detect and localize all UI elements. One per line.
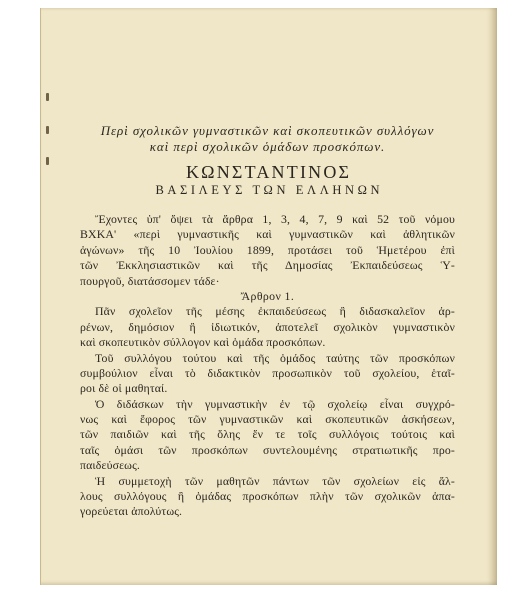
article-line: Τοῦ συλλόγου τούτου καὶ τῆς ὁμάδος ταύτης τῶν προσκόπων — [95, 350, 455, 365]
page-fold-line — [40, 8, 41, 585]
article-line: ροι δὲ οἱ μαθηταί. — [80, 381, 168, 396]
article-line: συμβούλιον εἶναι τὸ διδακτικὸν προσωπικὸν τοῦ σχολείου, ἑταῖ- — [80, 365, 455, 380]
decree-body — [80, 212, 455, 520]
binding-stitch — [46, 93, 49, 101]
article-line: λους συλλόγους ἢ ὁμάδας προσκόπων πλὴν τῶν σχολικῶν ἀπα- — [80, 489, 455, 504]
article-line: ρένων, δημόσιον ἢ ἰδιωτικόν, ἀποτελεῖ σχολικὸν γυμναστικὸν — [80, 319, 455, 334]
king-name: ΚΩΝΣΤΑΝΤΙΝΟΣ — [185, 162, 352, 182]
preamble-line: τῶν Ἐκκλησιαστικῶν καὶ τῆς Δημοσίας Ἐκπαιδεύσεως Ὑ- — [80, 258, 455, 273]
preamble-line: ΒΧΚΑ' «περὶ γυμναστικῆς καὶ γυμναστικῶν καὶ ἀθλητικῶν — [80, 227, 455, 242]
article-line: Πᾶν σχολεῖον τῆς μέσης ἐκπαιδεύσεως ἢ διδασκαλεῖον ἀρ- — [95, 304, 455, 319]
article-line: ταῖς ὁμάσι τῶν προσκόπων συντελουμένης στρατιωτικῆς προ- — [80, 442, 455, 457]
preamble-line: πουργοῦ, διατάσσομεν τάδε· — [80, 273, 220, 288]
subject-heading-line-2: καὶ περὶ σχολικῶν ὁμάδων προσκόπων. — [149, 139, 386, 154]
article-heading: Ἄρθρον 1. — [240, 288, 295, 303]
subject-heading-line-1: Περὶ σχολικῶν γυμναστικῶν καὶ σκοπευτικῶν συλλόγων — [100, 123, 435, 138]
preamble-line: ἀγώνων» τῆς 10 Ἰουλίου 1899, προτάσει τοῦ Ἡμετέρου ἐπὶ — [80, 242, 455, 257]
article-line: τῶν παιδιῶν καὶ τῆς ὅλης ἔν τε τοῖς συλλόγοις τούτοις καὶ — [80, 427, 455, 442]
article-line: Ἡ συμμετοχὴ τῶν μαθητῶν πάντων τῶν σχολείων εἰς ἄλ- — [95, 473, 455, 488]
article-line: Ὁ διδάσκων τὴν γυμναστικὴν ἐν τῷ σχολείῳ εἶναι συγχρό- — [95, 396, 455, 411]
document-subject-heading — [80, 123, 455, 155]
binding-stitch — [46, 157, 49, 165]
article-line: παιδεύσεως. — [80, 458, 141, 473]
article-line: καὶ σκοπευτικὸν σύλλογον καὶ ὁμάδα προσκόπων. — [80, 335, 326, 350]
king-title: ΒΑΣΙΛΕΥΣ ΤΩΝ ΕΛΛΗΝΩΝ — [155, 183, 384, 197]
article-line: γορεύεται ἀπολύτως. — [80, 504, 183, 519]
binding-stitch — [46, 126, 49, 134]
preamble-line: Ἔχοντες ὑπ' ὄψει τὰ ἄρθρα 1, 3, 4, 7, 9 καὶ 52 τοῦ νόμου — [95, 212, 455, 226]
article-line: νως καὶ ἔφορος τῶν γυμναστικῶν καὶ σκοπευτικῶν ἀσκήσεων, — [80, 412, 455, 427]
